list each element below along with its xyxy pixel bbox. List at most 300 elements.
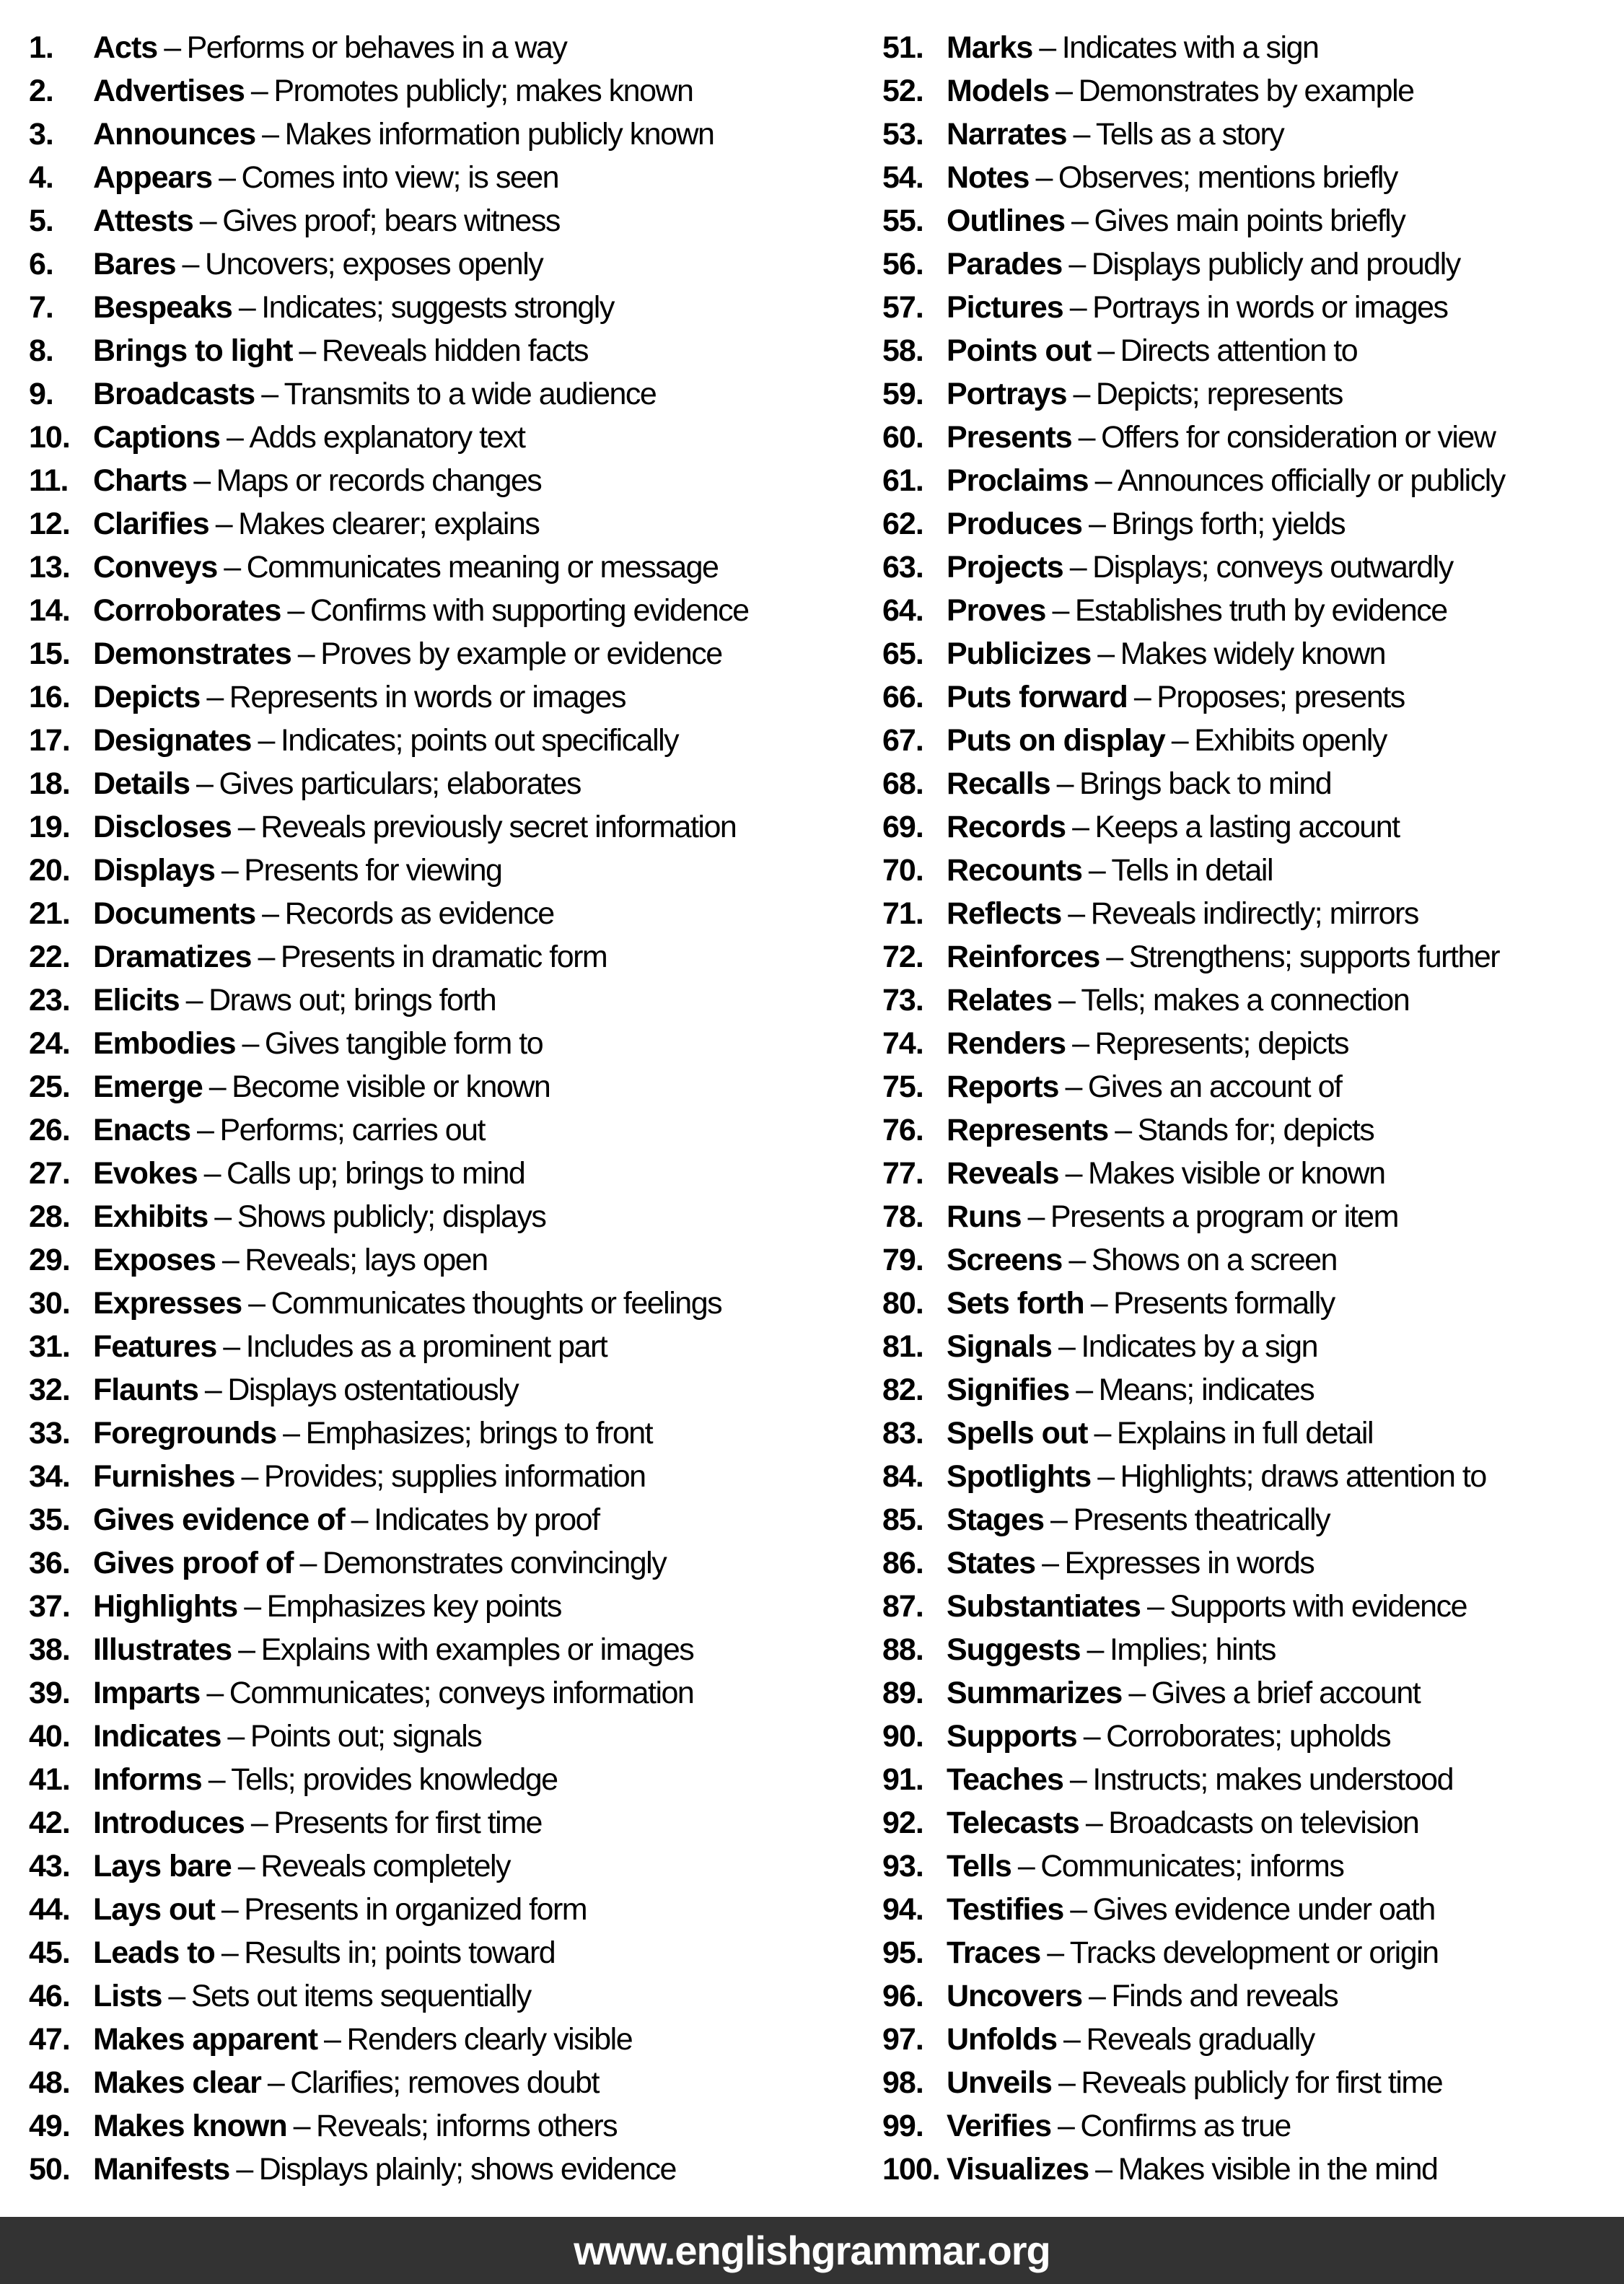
- dash-separator: –: [1068, 247, 1085, 281]
- list-item-number: 25.: [29, 1069, 70, 1104]
- list-item-number: 86.: [882, 1546, 923, 1580]
- list-item: [29, 935, 869, 979]
- list-item-text: [93, 329, 588, 372]
- list-item-number: 33.: [29, 1416, 70, 1451]
- list-item: [29, 1541, 869, 1585]
- list-item: [29, 329, 869, 372]
- list-item-number: 40.: [29, 1719, 70, 1754]
- list-item-text: [947, 1498, 1330, 1541]
- list-item-definition: Confirms with supporting evidence: [310, 593, 749, 628]
- list-item-number: 56.: [882, 247, 923, 281]
- list-item: [29, 849, 869, 892]
- list-item-verb: Brings to light: [93, 333, 293, 368]
- list-item-definition: Stands for; depicts: [1137, 1113, 1374, 1147]
- list-item-definition: Explains in full detail: [1116, 1416, 1373, 1451]
- list-item-verb: Screens: [947, 1243, 1063, 1277]
- list-item: [29, 892, 869, 935]
- list-item-verb: Charts: [93, 463, 188, 498]
- list-item-verb: Foregrounds: [93, 1416, 277, 1451]
- list-item-text: [93, 979, 496, 1022]
- list-item: [29, 1628, 869, 1671]
- list-item-definition: Strengthens; supports further: [1128, 940, 1500, 974]
- list-item: [29, 762, 869, 805]
- dash-separator: –: [293, 2109, 310, 2143]
- dash-separator: –: [1090, 1286, 1107, 1321]
- list-item-definition: Indicates; suggests strongly: [261, 290, 614, 325]
- footer-bar: [0, 2217, 1624, 2284]
- list-item-verb: Recalls: [947, 766, 1050, 801]
- list-item-number: 35.: [29, 1502, 70, 1537]
- list-item-verb: Reports: [947, 1069, 1059, 1104]
- list-item-definition: Observes; mentions briefly: [1058, 160, 1397, 195]
- list-item-definition: Represents; depicts: [1094, 1026, 1349, 1061]
- dash-separator: –: [221, 1243, 239, 1277]
- list-item-verb: Indicates: [93, 1719, 221, 1754]
- list-item-text: [93, 199, 560, 242]
- list-item-text: [947, 329, 1357, 372]
- list-item-text: [93, 1498, 600, 1541]
- dash-separator: –: [1171, 723, 1188, 758]
- list-item-number: 80.: [882, 1286, 923, 1321]
- list-item-number: 69.: [882, 810, 923, 844]
- dash-separator: –: [248, 1286, 265, 1321]
- list-item: [29, 1888, 869, 1931]
- list-item-number: 84.: [882, 1459, 923, 1494]
- list-item-verb: Announces: [93, 117, 256, 152]
- list-item-number: 58.: [882, 333, 923, 368]
- dash-separator: –: [209, 1069, 226, 1104]
- list-item: [882, 199, 1622, 242]
- list-item-number: 83.: [882, 1416, 923, 1451]
- list-item-verb: Projects: [947, 550, 1063, 585]
- list-item-number: 92.: [882, 1806, 923, 1840]
- list-item-definition: Sets out items sequentially: [190, 1979, 531, 2013]
- list-item-verb: Details: [93, 766, 190, 801]
- list-item: [882, 113, 1622, 156]
- list-item-number: 100.: [882, 2152, 940, 2187]
- dash-separator: –: [1083, 1719, 1100, 1754]
- list-item-verb: Reflects: [947, 896, 1062, 931]
- dash-separator: –: [299, 333, 315, 368]
- list-item-definition: Calls up; brings to mind: [227, 1156, 525, 1191]
- list-item-number: 45.: [29, 1935, 70, 1970]
- footer-website-link[interactable]: www.englishgrammar.org: [574, 2228, 1050, 2273]
- dash-separator: –: [1058, 983, 1075, 1018]
- list-item-text: [947, 1108, 1374, 1152]
- list-item: [29, 589, 869, 632]
- list-item-definition: Means; indicates: [1098, 1373, 1314, 1407]
- list-item-number: 47.: [29, 2022, 70, 2057]
- list-item-number: 32.: [29, 1373, 70, 1407]
- dash-separator: –: [1133, 680, 1151, 714]
- list-item-text: [947, 1628, 1276, 1671]
- list-item-text: [93, 1628, 693, 1671]
- list-item: [882, 1195, 1622, 1238]
- list-item: [29, 805, 869, 849]
- list-item-text: [93, 1931, 555, 1974]
- list-item-number: 90.: [882, 1719, 923, 1754]
- list-item-definition: Performs; carries out: [219, 1113, 485, 1147]
- list-item-text: [93, 1282, 721, 1325]
- list-item-definition: Indicates by proof: [374, 1502, 600, 1537]
- dash-separator: –: [1073, 117, 1089, 152]
- dash-separator: –: [1076, 1373, 1092, 1407]
- list-item-definition: Provides; supplies information: [263, 1459, 646, 1494]
- list-item-number: 8.: [29, 333, 53, 368]
- list-item-text: [947, 1065, 1341, 1108]
- list-item: [29, 675, 869, 719]
- list-item-definition: Presents formally: [1113, 1286, 1335, 1321]
- list-item-number: 20.: [29, 853, 70, 888]
- list-item-number: 17.: [29, 723, 70, 758]
- list-item-definition: Represents in words or images: [229, 680, 626, 714]
- list-item: [882, 1455, 1622, 1498]
- list-item-definition: Includes as a prominent part: [245, 1329, 607, 1364]
- dash-separator: –: [1094, 463, 1111, 498]
- dash-separator: –: [1094, 1416, 1110, 1451]
- list-item-verb: Captions: [93, 420, 220, 455]
- list-item-number: 52.: [882, 74, 923, 108]
- dash-separator: –: [351, 1502, 368, 1537]
- list-item-text: [93, 1022, 543, 1065]
- list-item-verb: Designates: [93, 723, 252, 758]
- list-item: [882, 1238, 1622, 1282]
- list-item: [29, 2018, 869, 2061]
- list-item: [882, 416, 1622, 459]
- list-item-definition: Confirms as true: [1080, 2109, 1291, 2143]
- list-item-definition: Displays plainly; shows evidence: [258, 2152, 676, 2187]
- list-item-definition: Proves by example or evidence: [320, 636, 722, 671]
- list-item-text: [947, 762, 1331, 805]
- list-item: [882, 1801, 1622, 1845]
- list-item-definition: Gives particulars; elaborates: [219, 766, 581, 801]
- list-item-verb: Stages: [947, 1502, 1045, 1537]
- dash-separator: –: [299, 1546, 316, 1580]
- list-item-definition: Gives a brief account: [1151, 1676, 1421, 1710]
- list-item-definition: Demonstrates by example: [1078, 74, 1414, 108]
- dash-separator: –: [1088, 853, 1105, 888]
- list-item: [882, 675, 1622, 719]
- list-item-number: 11.: [29, 463, 69, 498]
- list-item-definition: Gives tangible form to: [264, 1026, 543, 1061]
- list-item-text: [93, 849, 501, 892]
- list-item-number: 24.: [29, 1026, 70, 1061]
- list-item-text: [93, 372, 656, 416]
- list-item-definition: Reveals publicly for first time: [1081, 2065, 1443, 2100]
- list-item-verb: Clarifies: [93, 507, 209, 541]
- list-item-verb: Imparts: [93, 1676, 201, 1710]
- list-item-text: [93, 805, 736, 849]
- list-item: [29, 2104, 869, 2148]
- list-item-text: [93, 1974, 531, 2018]
- list-item: [882, 459, 1622, 502]
- dash-separator: –: [168, 1979, 185, 2013]
- list-item-text: [93, 546, 718, 589]
- list-item-definition: Reveals previously secret information: [260, 810, 737, 844]
- list-item-verb: Emerge: [93, 1069, 203, 1104]
- list-item-number: 94.: [882, 1892, 923, 1927]
- list-item: [29, 69, 869, 113]
- list-item-definition: Emphasizes key points: [266, 1589, 561, 1624]
- list-item: [882, 1888, 1622, 1931]
- list-item-number: 10.: [29, 420, 70, 455]
- list-item-text: [947, 372, 1343, 416]
- list-item-definition: Expresses in words: [1064, 1546, 1314, 1580]
- list-item-text: [947, 1541, 1314, 1585]
- list-item-text: [947, 935, 1499, 979]
- dash-separator: –: [199, 204, 216, 238]
- list-item: [29, 1585, 869, 1628]
- list-item-verb: Proclaims: [947, 463, 1089, 498]
- list-item-text: [93, 156, 558, 199]
- dash-separator: –: [244, 1589, 260, 1624]
- list-item-number: 67.: [882, 723, 923, 758]
- dash-separator: –: [1050, 1502, 1067, 1537]
- list-item: [29, 242, 869, 286]
- dash-separator: –: [1097, 1459, 1114, 1494]
- list-item: [29, 632, 869, 675]
- list-item-text: [93, 1238, 488, 1282]
- list-item-text: [947, 1845, 1343, 1888]
- list-item: [29, 1108, 869, 1152]
- list-item: [29, 1152, 869, 1195]
- list-item-number: 44.: [29, 1892, 70, 1927]
- list-item-text: [93, 589, 749, 632]
- list-item-definition: Brings forth; yields: [1111, 507, 1346, 541]
- dash-separator: –: [223, 1329, 240, 1364]
- list-item-verb: Dramatizes: [93, 940, 252, 974]
- list-item-definition: Tracks development or origin: [1069, 1935, 1439, 1970]
- list-item-definition: Displays publicly and proudly: [1091, 247, 1460, 281]
- dash-separator: –: [1095, 2152, 1112, 2187]
- list-item: [29, 1801, 869, 1845]
- list-item-text: [93, 2018, 632, 2061]
- dash-separator: –: [1128, 1676, 1145, 1710]
- dash-separator: –: [1069, 550, 1087, 585]
- list-item: [882, 1412, 1622, 1455]
- list-item-number: 19.: [29, 810, 70, 844]
- list-item-definition: Exhibits openly: [1194, 723, 1387, 758]
- dash-separator: –: [250, 74, 268, 108]
- list-item: [882, 69, 1622, 113]
- list-item-verb: Tells: [947, 1849, 1011, 1883]
- list-item-number: 41.: [29, 1762, 70, 1797]
- list-item-definition: Makes visible or known: [1088, 1156, 1385, 1191]
- list-item-text: [93, 935, 607, 979]
- list-item: [29, 1845, 869, 1888]
- list-item-text: [947, 1888, 1435, 1931]
- list-item-number: 2.: [29, 74, 53, 108]
- list-item-verb: Discloses: [93, 810, 232, 844]
- list-item-definition: Announces officially or publicly: [1117, 463, 1505, 498]
- list-item-text: [93, 1368, 518, 1412]
- list-item-number: 89.: [882, 1676, 923, 1710]
- list-item-text: [93, 1195, 545, 1238]
- list-item: [882, 805, 1622, 849]
- list-item: [29, 546, 869, 589]
- list-item-verb: Documents: [93, 896, 256, 931]
- list-item-verb: Demonstrates: [93, 636, 291, 671]
- dash-separator: –: [297, 636, 315, 671]
- list-item-verb: Publicizes: [947, 636, 1092, 671]
- list-item: [882, 935, 1622, 979]
- list-item-verb: Outlines: [947, 204, 1066, 238]
- list-item-text: [947, 1282, 1335, 1325]
- list-item-definition: Displays; conveys outwardly: [1092, 550, 1453, 585]
- list-item-verb: Uncovers: [947, 1979, 1082, 2013]
- list-item-text: [947, 1325, 1317, 1368]
- list-item-text: [947, 632, 1385, 675]
- dash-separator: –: [238, 290, 255, 325]
- list-item-definition: Promotes publicly; makes known: [273, 74, 693, 108]
- list-item: [882, 286, 1622, 329]
- list-item-text: [947, 156, 1397, 199]
- list-item-number: 60.: [882, 420, 923, 455]
- list-item-definition: Directs attention to: [1120, 333, 1358, 368]
- list-item-definition: Portrays in words or images: [1092, 290, 1448, 325]
- list-item-text: [947, 286, 1448, 329]
- list-item-definition: Presents for first time: [273, 1806, 542, 1840]
- list-item-verb: Introduces: [93, 1806, 245, 1840]
- list-item-text: [93, 286, 614, 329]
- dash-separator: –: [206, 1676, 223, 1710]
- list-item: [882, 1065, 1622, 1108]
- list-item-number: 54.: [882, 160, 923, 195]
- list-item-definition: Records as evidence: [284, 896, 554, 931]
- list-item-text: [947, 1671, 1420, 1715]
- dash-separator: –: [204, 1373, 221, 1407]
- list-item-verb: Portrays: [947, 377, 1067, 411]
- dash-separator: –: [258, 940, 274, 974]
- dash-separator: –: [262, 896, 278, 931]
- list-item-verb: Signals: [947, 1329, 1052, 1364]
- list-item-verb: Spells out: [947, 1416, 1088, 1451]
- list-item-verb: Spotlights: [947, 1459, 1092, 1494]
- list-item-number: 16.: [29, 680, 70, 714]
- dash-separator: –: [193, 463, 210, 498]
- list-item: [882, 2018, 1622, 2061]
- list-item: [882, 1282, 1622, 1325]
- dash-separator: –: [182, 247, 198, 281]
- list-item-verb: Runs: [947, 1199, 1022, 1234]
- dash-separator: –: [221, 853, 238, 888]
- list-item-verb: Lays out: [93, 1892, 215, 1927]
- dash-separator: –: [241, 1459, 258, 1494]
- list-item-definition: Broadcasts on television: [1108, 1806, 1419, 1840]
- list-item-definition: Keeps a lasting account: [1094, 810, 1400, 844]
- list-item-number: 57.: [882, 290, 923, 325]
- list-item-definition: Instructs; makes understood: [1092, 1762, 1453, 1797]
- dash-separator: –: [214, 1199, 231, 1234]
- list-item-text: [947, 2061, 1442, 2104]
- list-item-definition: Explains with examples or images: [260, 1632, 694, 1667]
- list-item-text: [947, 1238, 1337, 1282]
- list-item-definition: Communicates meaning or message: [246, 550, 719, 585]
- list-item-number: 51.: [882, 30, 923, 65]
- list-item-definition: Tells; makes a connection: [1081, 983, 1410, 1018]
- list-item-verb: Produces: [947, 507, 1082, 541]
- dash-separator: –: [1027, 1199, 1044, 1234]
- list-item-text: [947, 979, 1409, 1022]
- dash-separator: –: [237, 810, 255, 844]
- list-item-text: [93, 1541, 666, 1585]
- list-item-definition: Supports with evidence: [1169, 1589, 1467, 1624]
- dash-separator: –: [196, 766, 213, 801]
- list-item-number: 15.: [29, 636, 70, 671]
- list-item: [29, 719, 869, 762]
- list-item-number: 55.: [882, 204, 923, 238]
- list-item-number: 49.: [29, 2109, 70, 2143]
- list-item-definition: Indicates by a sign: [1081, 1329, 1318, 1364]
- list-item-verb: Flaunts: [93, 1373, 198, 1407]
- list-item-definition: Offers for consideration or view: [1101, 420, 1496, 455]
- list-item: [29, 286, 869, 329]
- list-item-verb: Verifies: [947, 2109, 1051, 2143]
- list-item-definition: Reveals indirectly; mirrors: [1090, 896, 1418, 931]
- dash-separator: –: [1115, 1113, 1131, 1147]
- list-item: [882, 849, 1622, 892]
- dash-separator: –: [1035, 160, 1052, 195]
- list-item-definition: Draws out; brings forth: [209, 983, 496, 1018]
- list-item: [29, 1498, 869, 1541]
- list-item: [29, 1931, 869, 1974]
- list-item-verb: States: [947, 1546, 1036, 1580]
- list-item-text: [93, 1801, 542, 1845]
- list-item: [882, 762, 1622, 805]
- list-item-text: [93, 2148, 676, 2191]
- list-item: [882, 2061, 1622, 2104]
- list-item-text: [93, 1325, 607, 1368]
- list-item-definition: Brings back to mind: [1079, 766, 1332, 801]
- list-item-number: 38.: [29, 1632, 70, 1667]
- list-item: [882, 632, 1622, 675]
- list-item-verb: Advertises: [93, 74, 245, 108]
- list-item-definition: Transmits to a wide audience: [284, 377, 657, 411]
- list-item-number: 1.: [29, 30, 53, 65]
- list-item-verb: Testifies: [947, 1892, 1064, 1927]
- list-item-number: 75.: [882, 1069, 923, 1104]
- list-item-number: 43.: [29, 1849, 70, 1883]
- list-item-verb: Renders: [947, 1026, 1066, 1061]
- list-item-verb: Lays bare: [93, 1849, 232, 1883]
- list-item: [29, 1022, 869, 1065]
- list-item: [882, 589, 1622, 632]
- list-item: [882, 1931, 1622, 1974]
- list-item-text: [93, 762, 581, 805]
- list-item-text: [93, 1758, 558, 1801]
- list-item-text: [947, 1974, 1338, 2018]
- list-item-number: 34.: [29, 1459, 70, 1494]
- list-item: [882, 1758, 1622, 1801]
- list-item-text: [947, 2018, 1314, 2061]
- list-item-number: 42.: [29, 1806, 70, 1840]
- list-item: [882, 1628, 1622, 1671]
- list-item-text: [947, 1801, 1418, 1845]
- list-item-text: [947, 1758, 1453, 1801]
- list-item-text: [93, 416, 524, 459]
- list-item-definition: Presents theatrically: [1073, 1502, 1330, 1537]
- list-item-definition: Shows on a screen: [1091, 1243, 1337, 1277]
- list-item: [882, 1541, 1622, 1585]
- list-item-text: [947, 1455, 1486, 1498]
- list-item-number: 98.: [882, 2065, 923, 2100]
- dash-separator: –: [1052, 593, 1068, 628]
- dash-separator: –: [227, 1719, 244, 1754]
- list-item-verb: Manifests: [93, 2152, 230, 2187]
- list-item-definition: Shows publicly; displays: [237, 1199, 546, 1234]
- dash-separator: –: [221, 1935, 238, 1970]
- list-item-definition: Presents in organized form: [244, 1892, 587, 1927]
